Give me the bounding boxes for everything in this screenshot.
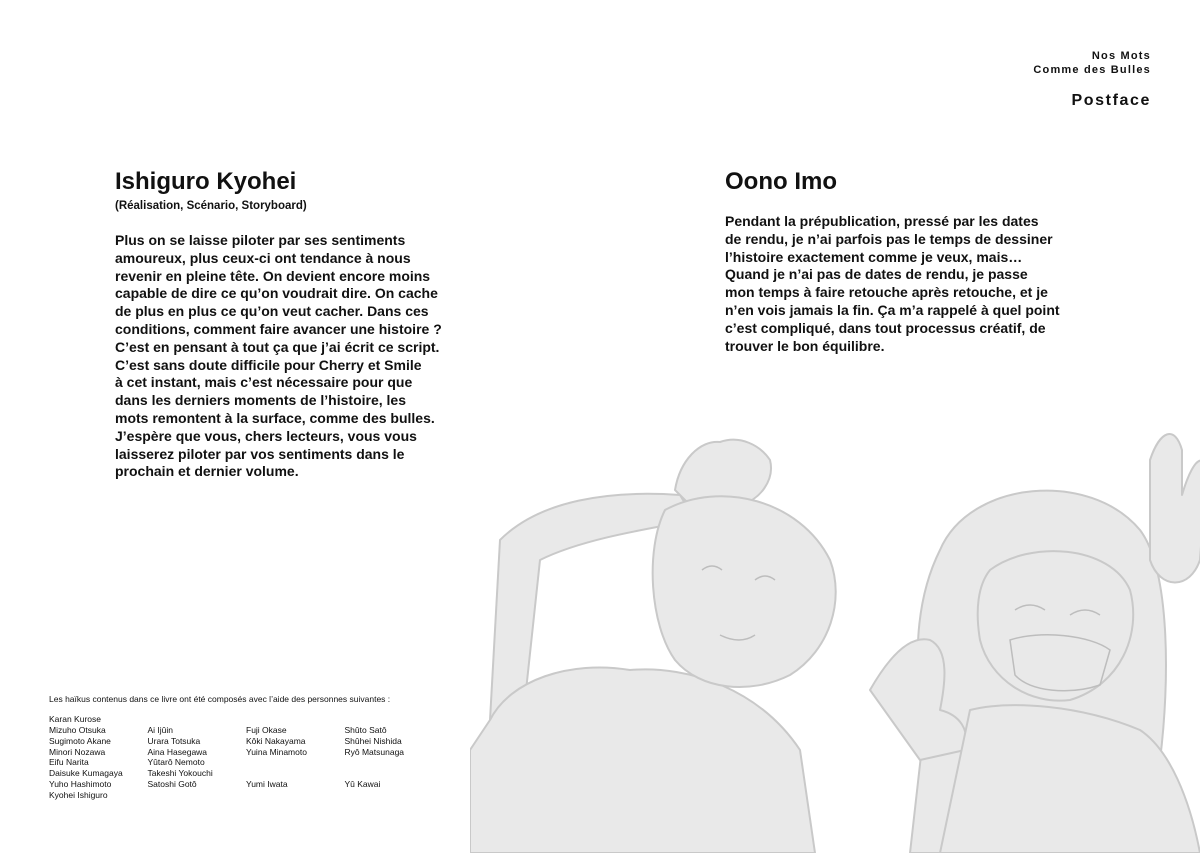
girl-peace-hand <box>1150 434 1200 583</box>
credit-name <box>345 790 444 801</box>
credit-name <box>246 714 345 725</box>
left-author-role: (Réalisation, Scénario, Storyboard) <box>115 200 307 212</box>
credits-column-4 <box>345 714 444 801</box>
credit-name: Urara Totsuka <box>147 735 201 746</box>
credits-column-1 <box>49 714 148 801</box>
credit-name: Ai Ijûin <box>147 724 174 735</box>
credit-name <box>148 714 247 725</box>
credit-name: Yûtarô Nemoto <box>147 757 205 768</box>
character-illustration <box>470 420 1200 853</box>
credit-name: Yû Kawai <box>344 779 381 790</box>
credits-column-2 <box>148 714 247 801</box>
right-postface-text: Pendant la prépublication, pressé par les dates de rendu, je n’ai parfois pas le temps de dessiner l’histoire exactement comme je veux, mais… Quand je n’ai pas de dates de rendu, je passe mon temps à faire retouche après retouche, et je n’en vois jamais la fin. Ça m’a rappelé à quel point c’est compliqué, dans tout processus créatif, de trouver le bon équilibre. <box>725 213 1060 354</box>
credit-name: Daisuke Kumagaya <box>49 768 123 779</box>
boy-body <box>470 667 815 853</box>
credit-name: Mizuho Otsuka <box>49 724 106 735</box>
right-postface-column <box>725 167 1095 355</box>
series-title-line2: Comme des Bulles <box>1033 64 1151 76</box>
credit-name <box>246 768 345 779</box>
credits-intro: Les haïkus contenus dans ce livre ont été composés avec l’aide des personnes suivantes : <box>49 694 391 704</box>
credit-name <box>345 768 444 779</box>
left-author-name: Ishiguro Kyohei <box>115 168 297 195</box>
credit-name: Kyohei Ishiguro <box>49 790 108 801</box>
credit-name: Sugimoto Akane <box>49 735 111 746</box>
credit-name <box>345 714 444 725</box>
credit-name <box>345 757 444 768</box>
right-author-name: Oono Imo <box>725 168 837 195</box>
credit-name: Shûhei Nishida <box>344 735 402 746</box>
credit-name: Yumi Iwata <box>246 779 288 790</box>
credits-grid <box>49 714 443 801</box>
illustration-svg <box>470 420 1200 853</box>
haiku-credits <box>49 694 443 801</box>
credit-name: Yuina Minamoto <box>246 746 307 757</box>
credit-name: Fuji Okase <box>246 724 287 735</box>
boy-head <box>653 496 836 687</box>
credit-name <box>246 757 345 768</box>
page-header <box>1033 49 1151 110</box>
credit-name: Satoshi Gotô <box>147 779 197 790</box>
credit-name: Yuho Hashimoto <box>49 779 112 790</box>
credit-name: Shûto Satô <box>344 724 387 735</box>
left-postface-text: Plus on se laisse piloter par ses sentiments amoureux, plus ceux-ci ont tendance à nous revenir en pleine tête. On devient encore moins capable de dire ce qu’on voudrait dire. On cache de plus en plus ce qu’on veut cacher. Dans ces conditions, comment faire avancer une histoire ? C’est en pensant à tout ça que j’ai écrit ce script. C’est sans doute difficile pour Cherry et Smile à cet instant, mais c’est nécessaire pour que dans les derniers moments de l’histoire, les mots remontent à la surface, comme des bulles. J’espère que vous, chers lecteurs, vous vous laisserez piloter par vos sentiments dans le prochain et dernier volume. <box>115 232 442 480</box>
credit-name <box>148 790 247 801</box>
credit-name: Minori Nozawa <box>49 746 106 757</box>
section-title: Postface <box>1071 92 1151 109</box>
left-postface-column <box>115 167 475 481</box>
credit-name: Karan Kurose <box>49 713 101 724</box>
credit-name: Ryô Matsunaga <box>344 746 405 757</box>
credit-name: Aina Hasegawa <box>147 746 208 757</box>
credit-name <box>246 790 345 801</box>
credit-name: Takeshi Yokouchi <box>147 768 213 779</box>
credit-name: Eifu Narita <box>49 757 89 768</box>
series-title-line1: Nos Mots <box>1091 50 1151 62</box>
credit-name: Kôki Nakayama <box>246 735 306 746</box>
credits-column-3 <box>246 714 345 801</box>
